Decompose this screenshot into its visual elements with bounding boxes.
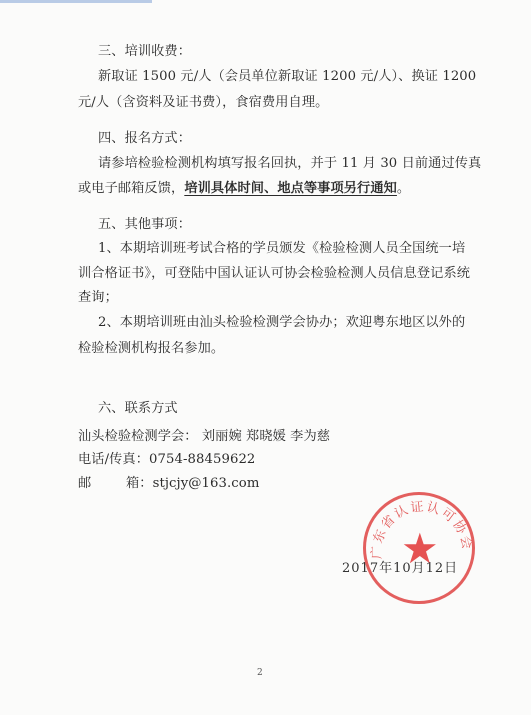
- section4-line2-suffix: 。: [396, 181, 411, 196]
- section6-title: 六、联系方式: [98, 401, 178, 416]
- section3-line1: 新取证 1500 元/人（会员单位新取证 1200 元/人）、换证 1200: [98, 69, 477, 84]
- seal-text: 广东省认证认可协会: [369, 499, 475, 560]
- seal-star-icon: ★: [401, 524, 439, 573]
- page-number: 2: [257, 668, 263, 678]
- section4-line1: 请参培检验检测机构填写报名回执，并于 11 月 30 日前通过传真: [98, 156, 482, 171]
- contact-org: 汕头检验检测学会： 刘丽婉 郑晓媛 李为慈: [78, 429, 331, 444]
- section3-line2: 元/人（含资料及证书费），食宿费用自理。: [78, 95, 329, 110]
- section4-line2-prefix: 或电子邮箱反馈，: [78, 181, 185, 196]
- section5-item2-line2: 检验检测机构报名参加。: [78, 341, 225, 356]
- section4-notice: 培训具体时间、地点等事项另行通知: [184, 181, 397, 196]
- contact-phone: 电话/传真：0754-88459622: [78, 452, 256, 467]
- email-value: 箱：stjcjy@163.com: [126, 476, 260, 491]
- section4-line2: [78, 180, 410, 198]
- section3-title: 三、培训收费：: [98, 44, 192, 59]
- section5-item1-line3: 查询；: [78, 290, 118, 305]
- official-seal: [363, 492, 475, 604]
- contact-email: [78, 475, 259, 493]
- section5-item1-line1: 1、本期培训班考试合格的学员颁发《检验检测人员全国统一培: [98, 241, 466, 256]
- section4-title: 四、报名方式：: [98, 131, 192, 146]
- section5-item2-line1: 2、本期培训班由汕头检验检测学会协办；欢迎粤东地区以外的: [98, 315, 466, 330]
- top-edge-bar: [0, 0, 152, 3]
- email-label: 邮: [78, 476, 118, 491]
- section5-item1-line2: 训合格证书》，可登陆中国认证认可协会检验检测人员信息登记系统: [78, 266, 471, 281]
- issue-date: 2017年10月12日: [342, 561, 459, 576]
- section5-title: 五、其他事项：: [98, 217, 192, 232]
